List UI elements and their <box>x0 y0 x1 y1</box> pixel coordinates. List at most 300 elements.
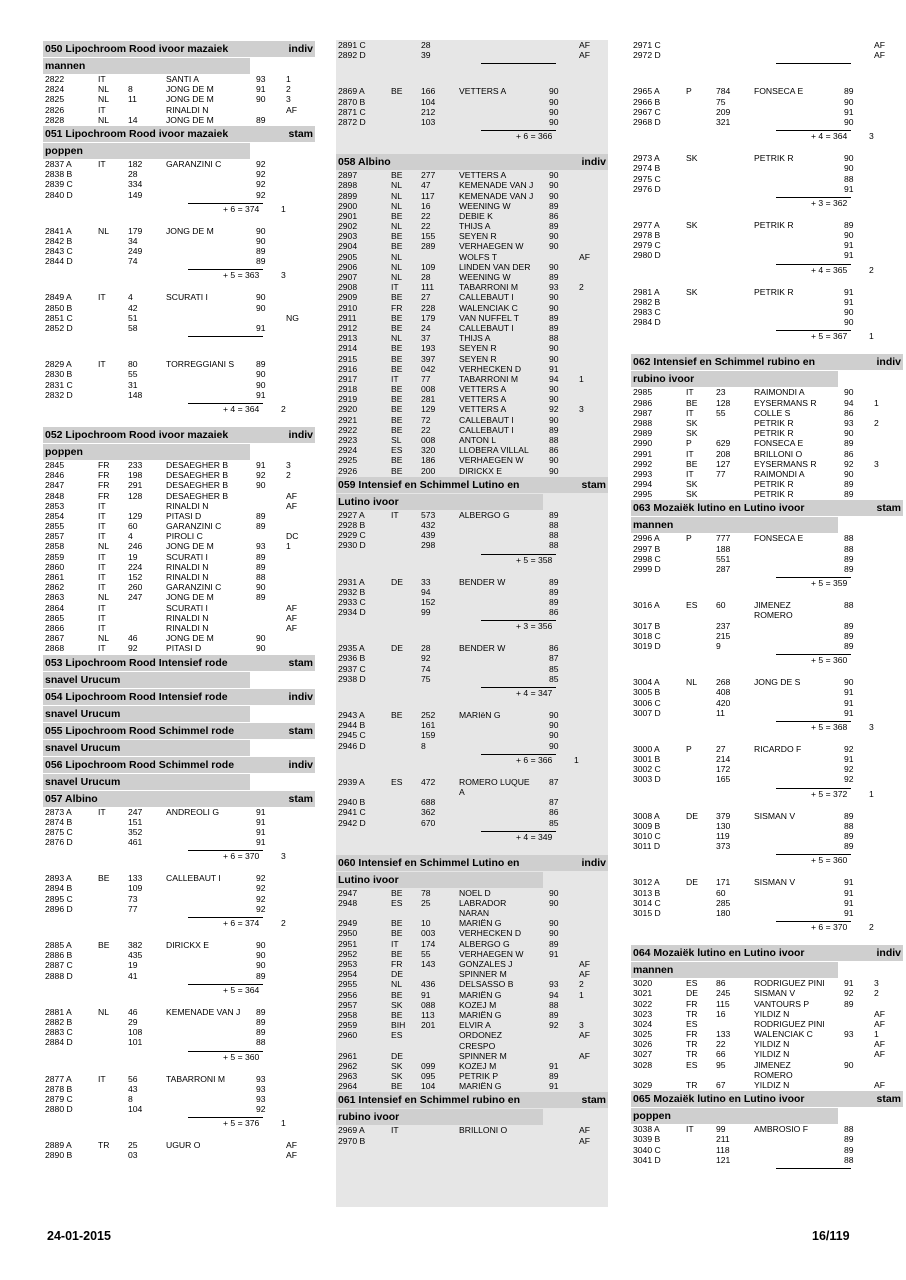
country: SK <box>686 153 698 164</box>
entry-row <box>336 510 608 520</box>
entry-row <box>43 169 315 179</box>
ring-number: 2910 <box>338 302 358 313</box>
country: IT <box>98 643 106 654</box>
breeder-name: RODRIGUEZ PINI <box>754 978 825 989</box>
ring-number: 2914 <box>338 343 358 354</box>
breeder-name: BRILLONI O <box>754 448 803 459</box>
ring-number: 2974 B <box>633 163 661 174</box>
entry-row <box>43 521 315 531</box>
ring-number: 2898 <box>338 180 358 191</box>
score: 89 <box>844 489 854 500</box>
country: IT <box>98 158 106 169</box>
ring-number: 2904 <box>338 241 358 252</box>
spacer <box>43 214 315 226</box>
total-value: + 5 = 360 <box>223 1051 260 1062</box>
score: 88 <box>844 1154 854 1165</box>
ring-number: 2844 D <box>45 256 73 267</box>
score: 86 <box>549 445 559 456</box>
score: 89 <box>256 256 266 267</box>
entry-row <box>43 572 315 582</box>
cage-number: 22 <box>716 1039 726 1050</box>
class-kind: stam <box>876 502 901 515</box>
ring-number: 3011 D <box>633 841 661 852</box>
entry-row <box>43 236 315 246</box>
score: 92 <box>256 883 266 894</box>
score: 92 <box>256 873 266 884</box>
ring-number: 2934 D <box>338 607 366 618</box>
team-total <box>631 785 903 799</box>
breeder-name: VETTERS A <box>459 384 507 395</box>
cage-number: 77 <box>421 373 431 384</box>
column-2 <box>336 40 608 1207</box>
breeder-name: SEYEN R <box>459 353 497 364</box>
entry-row <box>336 86 608 96</box>
country: SK <box>686 489 698 500</box>
country: BE <box>391 989 403 1000</box>
ring-number: 2878 B <box>45 1083 73 1094</box>
ring-number: 2958 <box>338 1009 358 1020</box>
placing: 3 <box>874 978 879 989</box>
breeder-name: SEYEN R <box>459 343 497 354</box>
breeder-name: EYSERMANS R <box>754 397 817 408</box>
score: 89 <box>256 1006 266 1017</box>
total-value: + 5 = 363 <box>223 270 260 281</box>
entry-row <box>43 1150 315 1160</box>
breeder-name: A <box>459 786 465 797</box>
country: NL <box>98 225 109 236</box>
entry-row <box>43 971 315 981</box>
country: SK <box>686 479 698 490</box>
ring-number: 2880 D <box>45 1104 73 1115</box>
breeder-name: FONSECA E <box>754 86 804 97</box>
score: 89 <box>844 998 854 1009</box>
entry-row <box>631 744 903 754</box>
placing: AF <box>286 612 297 623</box>
ring-number: 2998 C <box>633 553 661 564</box>
entry-row <box>336 282 608 292</box>
entry-row <box>336 908 608 918</box>
team-total <box>631 918 903 932</box>
cage-number: 78 <box>421 887 431 898</box>
ring-number: 2945 C <box>338 730 366 741</box>
score: 90 <box>549 465 559 476</box>
cage-number: 24 <box>421 322 431 333</box>
score: 93 <box>549 282 559 293</box>
score: 89 <box>549 322 559 333</box>
entry-row <box>43 817 315 827</box>
breeder-name: RINALDI N <box>166 572 209 582</box>
ring-number: 2866 <box>45 622 65 633</box>
cage-number: 22 <box>421 210 431 221</box>
entry-row <box>43 470 315 480</box>
class-heading <box>336 855 608 871</box>
ring-number: 2947 <box>338 887 358 898</box>
cage-number: 91 <box>421 989 431 1000</box>
ring-number: 2861 <box>45 572 65 582</box>
ring-number: 2969 A <box>338 1125 365 1136</box>
cage-number: 130 <box>716 820 731 831</box>
entry-row <box>336 191 608 201</box>
entry-row <box>336 990 608 1000</box>
entry-row <box>336 969 608 979</box>
entry-row <box>43 256 315 266</box>
ring-number: 2979 C <box>633 240 661 251</box>
score: 91 <box>844 897 854 908</box>
breeder-name: JONG DE M <box>166 114 214 125</box>
class-title: 063 Mozaiëk lutino en Lutino ivoor <box>633 502 805 515</box>
country: IT <box>98 561 106 572</box>
entry-row <box>43 491 315 501</box>
score: 91 <box>844 707 854 718</box>
entry-row <box>43 541 315 551</box>
breeder-name: RODRIGUEZ PINI <box>754 1018 825 1029</box>
ring-number: 2937 C <box>338 663 366 674</box>
cage-number: 55 <box>421 948 431 959</box>
country: P <box>686 438 692 449</box>
entry-row <box>631 600 903 610</box>
entry-row <box>631 811 903 821</box>
cage-number: 121 <box>716 1154 731 1165</box>
placing: AF <box>579 1030 590 1041</box>
country: IT <box>686 468 694 479</box>
class-kind: stam <box>288 656 313 669</box>
entry-row <box>336 1000 608 1010</box>
team-total <box>631 127 903 141</box>
ring-number: 2944 B <box>338 720 366 731</box>
class-subheading: poppen <box>43 143 250 159</box>
entry-row <box>336 404 608 414</box>
ring-number: 3026 <box>633 1039 653 1050</box>
country: TR <box>686 1049 698 1060</box>
score: 90 <box>549 170 559 181</box>
cage-number: 8 <box>421 740 426 751</box>
score: 90 <box>256 950 266 961</box>
cage-number: 193 <box>421 343 436 354</box>
country: NL <box>98 114 109 125</box>
score: 88 <box>549 519 559 530</box>
total-value: + 6 = 374 <box>223 203 260 214</box>
score: 85 <box>549 817 559 828</box>
cage-number: 133 <box>716 1029 731 1040</box>
total-placing: 1 <box>281 203 286 214</box>
country: IT <box>98 510 106 521</box>
breeder-name: KEMENADE VAN J <box>166 1006 241 1017</box>
score: 89 <box>256 592 266 603</box>
breeder-name: KEMENADE VAN J <box>459 190 534 201</box>
breeder-name: ROMERO LUQUE <box>459 776 530 787</box>
ring-number: 2875 C <box>45 826 73 837</box>
country: NL <box>686 677 697 688</box>
placing: AF <box>874 1008 885 1019</box>
entry-row <box>336 394 608 404</box>
placing: 3 <box>286 459 291 470</box>
country: DE <box>686 988 698 999</box>
placing: 1 <box>874 1029 879 1040</box>
ring-number: 2951 <box>338 938 358 949</box>
breeder-name: VANTOURS P <box>754 998 810 1009</box>
country: SK <box>686 428 698 439</box>
class-title: 057 Albino <box>45 792 98 805</box>
score: 89 <box>844 630 854 641</box>
country: NL <box>391 221 402 232</box>
cage-number: 22 <box>421 424 431 435</box>
cage-number: 67 <box>716 1080 726 1090</box>
entry-row <box>43 303 315 313</box>
footer-page-number: 16/119 <box>812 1229 850 1243</box>
breeder-name: ELVIR A <box>459 1020 491 1031</box>
cage-number: 003 <box>421 928 436 939</box>
breeder-name: VERHAEGEN W <box>459 241 524 252</box>
entry-row <box>43 1007 315 1017</box>
cage-number: 247 <box>128 592 143 603</box>
entry-row <box>631 479 903 489</box>
class-kind: stam <box>288 792 313 805</box>
breeder-name: DIRICKX E <box>459 465 502 476</box>
country: BE <box>686 397 698 408</box>
country: NL <box>98 94 109 105</box>
cage-number: 159 <box>421 730 436 741</box>
ring-number: 2946 D <box>338 740 366 751</box>
breeder-name: FONSECA E <box>754 438 804 449</box>
ring-number: 2887 C <box>45 960 73 971</box>
score: 90 <box>549 740 559 751</box>
ring-number: 2905 <box>338 251 358 262</box>
country: BE <box>391 343 403 354</box>
entry-row <box>336 97 608 107</box>
entry-row <box>336 949 608 959</box>
ring-number: 2877 A <box>45 1073 72 1084</box>
entry-row <box>336 170 608 180</box>
entry-row <box>336 262 608 272</box>
country: BE <box>391 231 403 242</box>
ring-number: 3024 <box>633 1018 653 1029</box>
ring-number: 2962 <box>338 1060 358 1071</box>
ring-number: 2921 <box>338 414 358 425</box>
ring-number: 2847 <box>45 480 65 491</box>
ring-number: 2924 <box>338 445 358 456</box>
ring-number: 2871 C <box>338 106 366 117</box>
ring-number: 2869 A <box>338 86 365 97</box>
placing: 2 <box>874 988 879 999</box>
entry-row <box>43 115 315 125</box>
total-value: + 4 = 364 <box>223 403 260 414</box>
score: 89 <box>549 1009 559 1020</box>
cage-number: 277 <box>421 170 436 181</box>
class-heading <box>631 945 903 961</box>
cage-number: 128 <box>716 397 731 408</box>
score: 92 <box>256 893 266 904</box>
class-subheading: Lutino ivoor <box>336 494 543 510</box>
entry-row <box>336 1020 608 1030</box>
ring-number: 3004 A <box>633 677 660 688</box>
breeder-name: JONG DE M <box>166 225 214 236</box>
cage-number: 74 <box>128 256 138 267</box>
score: 90 <box>256 633 266 644</box>
cage-number: 439 <box>421 530 436 541</box>
score: 91 <box>256 816 266 827</box>
team-total <box>43 914 315 928</box>
score: 88 <box>844 600 854 611</box>
total-rule <box>481 63 556 64</box>
score: 90 <box>549 190 559 201</box>
score: 89 <box>256 970 266 981</box>
score: 90 <box>256 643 266 654</box>
entry-row <box>336 1136 608 1146</box>
entry-row <box>43 292 315 302</box>
score: 91 <box>256 806 266 817</box>
country: BE <box>391 86 403 97</box>
total-placing: 3 <box>869 131 874 142</box>
score: 90 <box>549 86 559 97</box>
class-kind: indiv <box>288 428 313 441</box>
class-subheading: snavel Urucum <box>43 740 250 756</box>
breeder-name: FONSECA E <box>754 533 804 544</box>
entry-row <box>336 445 608 455</box>
score: 93 <box>844 417 854 428</box>
cage-number: 66 <box>716 1049 726 1060</box>
entry-row <box>336 1125 608 1135</box>
ring-number: 2872 D <box>338 116 366 127</box>
score: 90 <box>549 887 559 898</box>
class-heading <box>43 791 315 807</box>
placing: 1 <box>286 74 291 84</box>
score: 90 <box>549 292 559 303</box>
cage-number: 29 <box>128 1016 138 1027</box>
entry-row <box>336 787 608 797</box>
spacer <box>43 347 315 359</box>
entry-row <box>43 940 315 950</box>
cage-number: 211 <box>716 1134 730 1145</box>
ring-number: 2900 <box>338 200 358 211</box>
cage-number: 22 <box>421 221 431 232</box>
cage-number: 11 <box>128 94 137 105</box>
country: IT <box>391 1125 399 1136</box>
cage-number: 16 <box>716 1008 726 1019</box>
ring-number: 2982 B <box>633 296 661 307</box>
country: NL <box>391 261 402 272</box>
cage-number: 33 <box>421 576 431 587</box>
entry-row <box>631 877 903 887</box>
spacer <box>43 1062 315 1074</box>
entry-row <box>631 978 903 988</box>
country: BE <box>391 241 403 252</box>
cage-number: 9 <box>716 640 721 651</box>
cage-number: 127 <box>716 458 731 469</box>
cage-number: 573 <box>421 509 436 520</box>
ring-number: 2915 <box>338 353 358 364</box>
entry-row <box>631 1060 903 1070</box>
score: 94 <box>549 373 559 384</box>
breeder-name: RINALDI N <box>166 500 209 511</box>
cage-number: 095 <box>421 1071 436 1082</box>
score: 90 <box>549 720 559 731</box>
breeder-name: SISMAN V <box>754 810 796 821</box>
score: 90 <box>256 292 266 303</box>
score: 91 <box>844 250 854 261</box>
score: 91 <box>844 887 854 898</box>
score: 88 <box>844 1124 854 1135</box>
score: 92 <box>549 404 559 415</box>
country: TR <box>686 1008 698 1019</box>
entry-row <box>43 613 315 623</box>
breeder-name: TABARRONI M <box>459 282 519 293</box>
score: 92 <box>844 743 854 754</box>
team-total <box>43 1048 315 1062</box>
entry-row <box>631 317 903 327</box>
cage-number: 86 <box>716 978 726 989</box>
score: 89 <box>844 479 854 490</box>
entry-row <box>336 653 608 663</box>
total-value: + 6 = 370 <box>811 922 848 933</box>
entry-row <box>43 960 315 970</box>
cage-number: 420 <box>716 697 731 708</box>
total-value: + 4 = 365 <box>811 264 848 275</box>
placing: AF <box>286 1140 297 1151</box>
spacer <box>43 928 315 940</box>
breeder-name: WALENCIAK C <box>459 302 518 313</box>
breeder-name: YILDIZ N <box>754 1039 790 1050</box>
spacer <box>336 631 608 643</box>
country: BE <box>391 384 403 395</box>
ring-number: 2889 A <box>45 1140 72 1151</box>
ring-number: 3002 C <box>633 764 661 775</box>
ring-number: 2996 A <box>633 533 660 544</box>
ring-number: 2943 A <box>338 710 365 720</box>
cage-number: 129 <box>128 510 143 521</box>
total-placing: 3 <box>869 721 874 732</box>
spacer <box>43 280 315 292</box>
ring-number: 3038 A <box>633 1124 660 1135</box>
breeder-name: BRILLONI O <box>459 1125 508 1136</box>
ring-number: 2863 <box>45 592 65 603</box>
entry-row <box>631 438 903 448</box>
score: 91 <box>844 106 854 117</box>
ring-number: 2919 <box>338 394 358 405</box>
score: 90 <box>549 928 559 939</box>
placing: AF <box>579 959 590 969</box>
cage-number: 8 <box>128 1093 133 1104</box>
cage-number: 55 <box>128 369 138 380</box>
ring-number: 3001 B <box>633 754 661 765</box>
entry-row <box>631 307 903 317</box>
entry-row <box>631 117 903 127</box>
cage-number: 245 <box>716 988 731 999</box>
entry-row <box>43 501 315 511</box>
score: 88 <box>549 333 559 344</box>
breeder-name: BENDER W <box>459 576 506 587</box>
cage-number: 72 <box>421 414 431 425</box>
ring-number: 2895 C <box>45 893 73 904</box>
country: SK <box>391 999 403 1010</box>
class-heading <box>43 126 315 142</box>
score: 90 <box>549 455 559 466</box>
ring-number: 2927 A <box>338 509 365 520</box>
class-title: 054 Lipochroom Rood Intensief rode <box>45 690 228 703</box>
ring-number: 2964 <box>338 1081 358 1092</box>
score: 90 <box>844 387 854 398</box>
ring-number: 2879 C <box>45 1093 73 1104</box>
breeder-name: THIJS A <box>459 221 491 232</box>
placing: AF <box>874 1080 885 1090</box>
placing: AF <box>579 1135 590 1146</box>
score: 90 <box>256 369 266 380</box>
breeder-name: RINALDI N <box>166 561 209 572</box>
entry-row <box>336 435 608 445</box>
score: 90 <box>844 230 854 241</box>
class-heading <box>43 655 315 671</box>
class-title: 064 Mozaiëk lutino en Lutino ivoor <box>633 947 805 960</box>
score: 90 <box>549 414 559 425</box>
